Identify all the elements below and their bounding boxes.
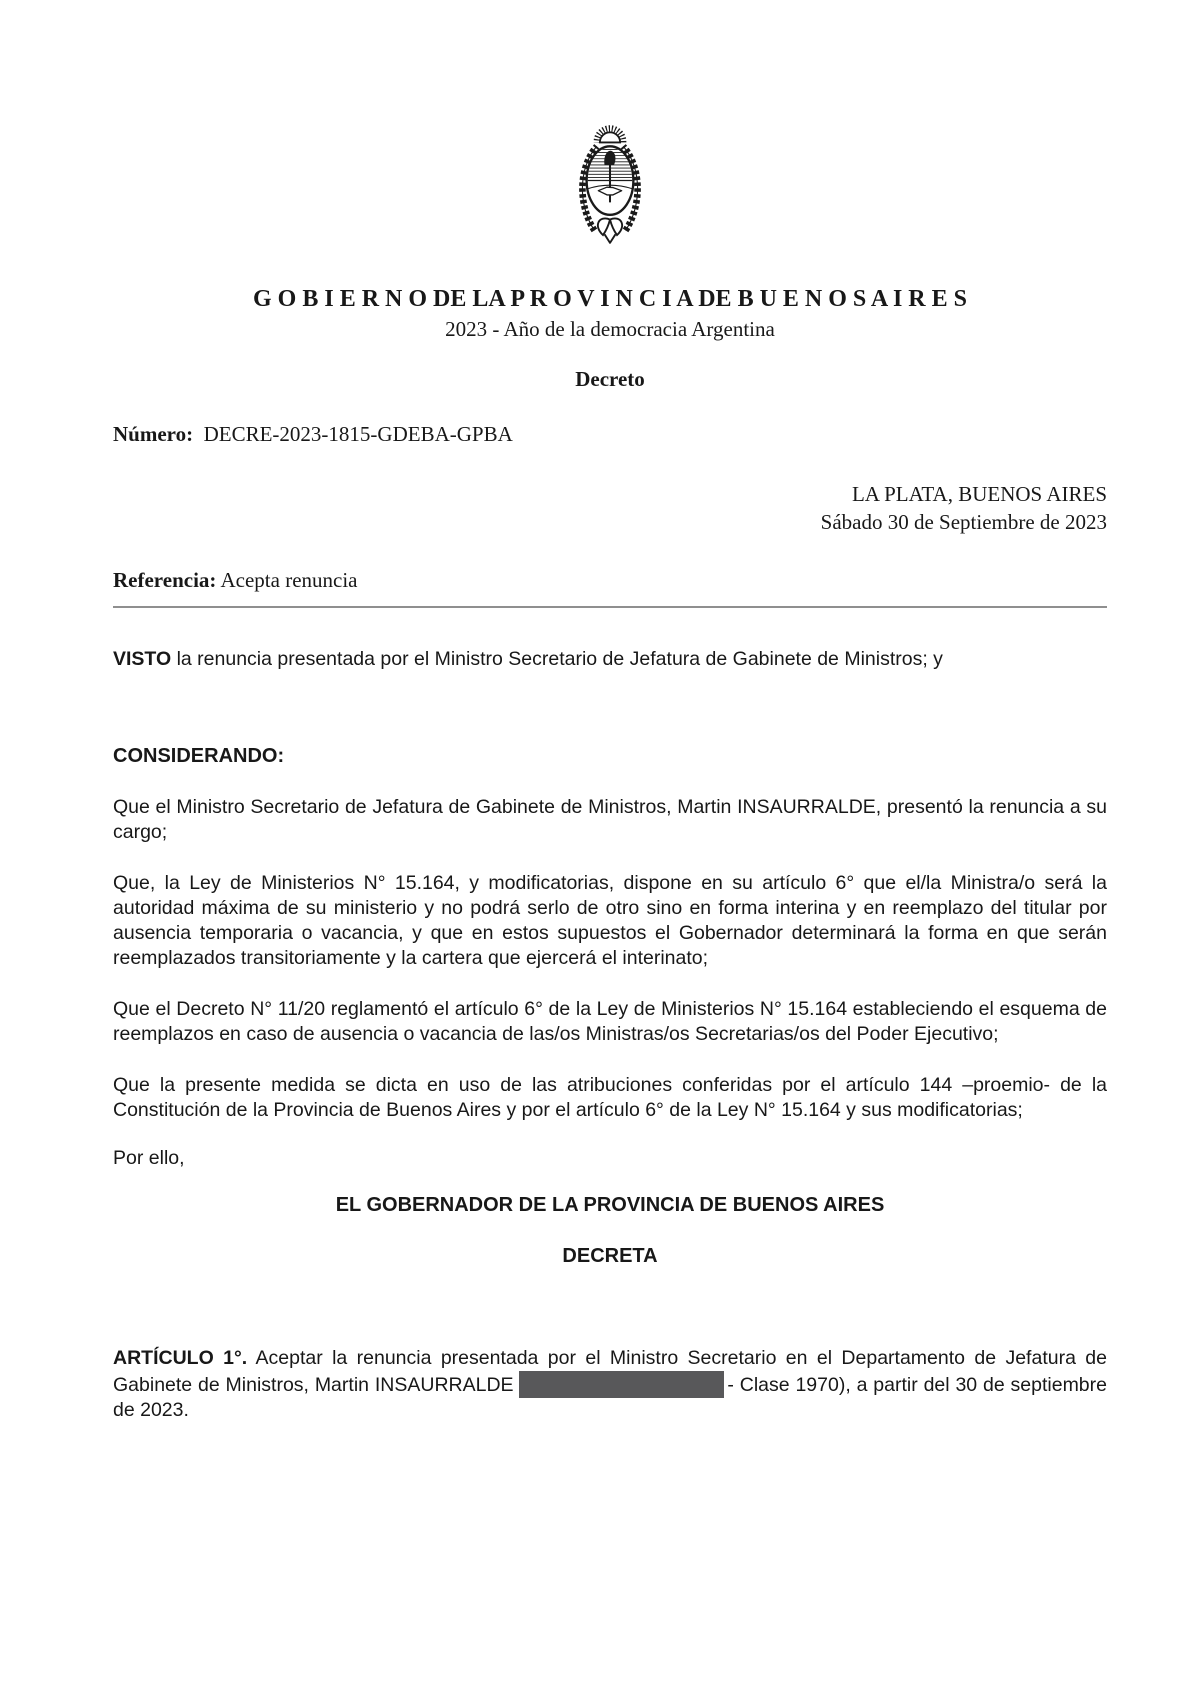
considerando-heading: CONSIDERANDO: bbox=[113, 745, 285, 767]
header-divider bbox=[113, 606, 1107, 608]
considerando-paragraph: Que, la Ley de Ministerios N° 15.164, y modificatorias, dispone en su artículo 6° que el/la Ministra/o será la autoridad máxima de su ministerio y no podrá serlo de otro sino en forma interina y en reemplazo del titular por ausencia temporaria o vacancia, y que en estos supuestos el Gobernador determinará la forma en que serán reemplazados transitoriamente y la cartera que ejercerá el interinato; bbox=[113, 872, 1107, 969]
government-title: G O B I E R N O DE LA P R O V I N C I A DE B U E N O S A I R E S bbox=[253, 286, 967, 312]
year-motto: 2023 - Año de la democracia Argentina bbox=[445, 317, 775, 341]
reference-label: Referencia: bbox=[113, 568, 217, 592]
considerando-paragraph: Que el Decreto N° 11/20 reglamentó el artículo 6° de la Ley de Ministerios N° 15.164 estableciendo el esquema de reemplazos en caso de ausencia o vacancia de las/os Ministras/os Secretarias/os del Poder Ejecutivo; bbox=[113, 998, 1107, 1045]
article-1-paragraph bbox=[113, 1346, 1107, 1423]
number-label: Número: bbox=[113, 422, 194, 446]
authority-heading: EL GOBERNADOR DE LA PROVINCIA DE BUENOS AIRES bbox=[335, 1194, 885, 1216]
date-line: Sábado 30 de Septiembre de 2023 bbox=[820, 510, 1107, 534]
considerando-paragraph: Que el Ministro Secretario de Jefatura de Gabinete de Ministros, Martin INSAURRALDE, presentó la renuncia a su cargo; bbox=[113, 796, 1107, 843]
reference-value: Acepta renuncia bbox=[220, 568, 358, 592]
considerando-paragraph: Que la presente medida se dicta en uso de las atribuciones conferidas por el artículo 144 –proemio- de la Constitución de la Provincia de Buenos Aires y por el artículo 6° de la Ley N° 15.164 y sus modificatorias; bbox=[113, 1074, 1107, 1121]
decree-body bbox=[113, 647, 1107, 1423]
decreta-heading: DECRETA bbox=[562, 1245, 658, 1267]
document-type-heading: Decreto bbox=[575, 367, 645, 391]
emblem-container bbox=[113, 112, 1107, 246]
por-ello-line: Por ello, bbox=[113, 1147, 185, 1169]
visto-label: VISTO bbox=[113, 648, 172, 670]
argentina-coat-of-arms-icon bbox=[562, 233, 658, 250]
redaction-bar bbox=[519, 1371, 724, 1398]
article-1-text-after: - Clase 1970), a partir del 30 de septiembre de 2023. bbox=[113, 1374, 1107, 1421]
reference-line bbox=[113, 566, 1107, 594]
number-value: DECRE-2023-1815-GDEBA-GPBA bbox=[203, 422, 513, 446]
article-1-label: ARTÍCULO 1°. bbox=[113, 1347, 248, 1369]
visto-text: la renuncia presentada por el Ministro Secretario de Jefatura de Gabinete de Ministros; y bbox=[171, 648, 943, 670]
visto-paragraph bbox=[113, 647, 1107, 672]
document-number-line bbox=[113, 420, 1107, 448]
place-line: LA PLATA, BUENOS AIRES bbox=[851, 482, 1107, 506]
article-1-text-before: Aceptar la renuncia presentada por el Ministro Secretario en el Departamento de Jefatura de Gabinete de Ministros, Martin INSAURRALDE bbox=[113, 1347, 1107, 1396]
place-date-block bbox=[113, 480, 1107, 536]
